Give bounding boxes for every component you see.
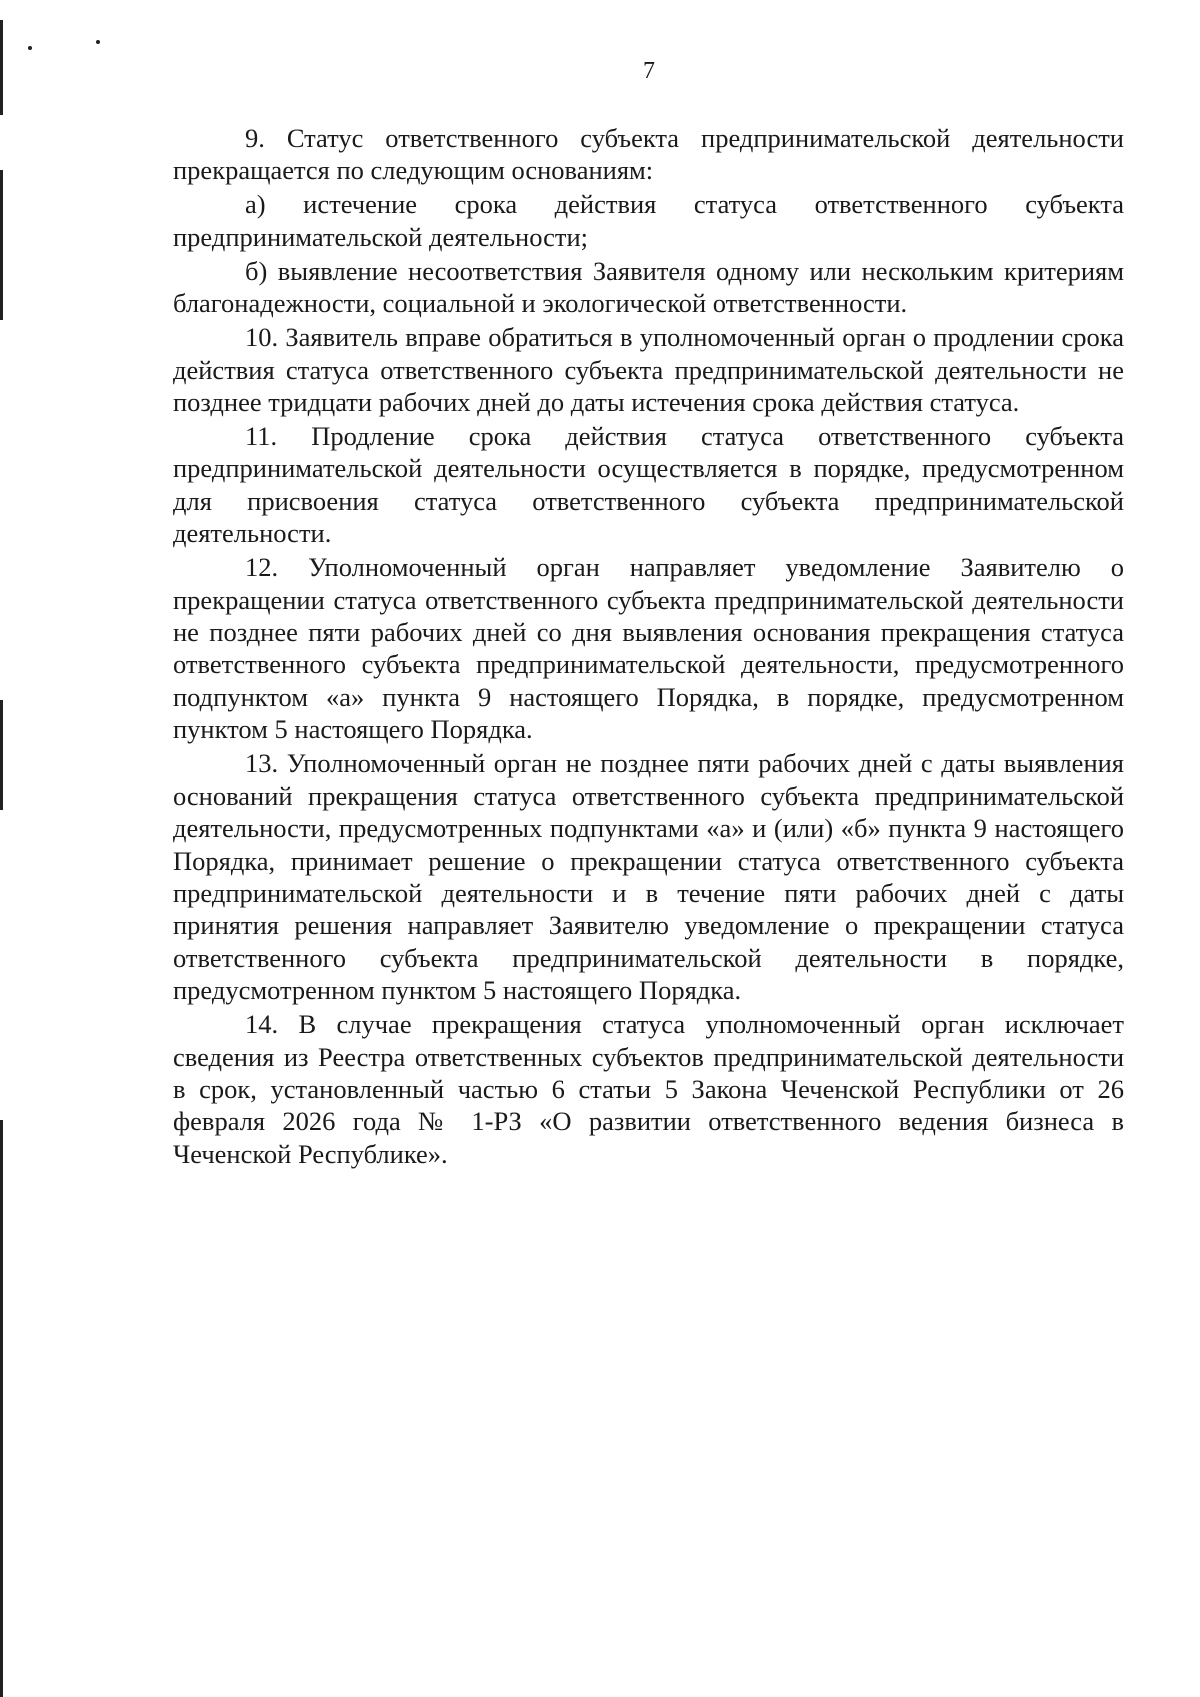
subitem-b: б) выявление несоответствия Заявителя одному или нескольким критериям благонадежности, социальной и экологической ответственности. [173, 255, 1124, 319]
scan-edge-mark [0, 700, 3, 810]
paragraph-14: 14. В случае прекращения статуса уполномоченный орган исключает сведения из Реестра ответственных субъектов предпринимательской деятельности в срок, установленный частью 6 статьи 5 Закона Чеченской Республики от 26 февраля 2026 года № 1-РЗ «О развитии ответственного ведения бизнеса в Чеченской Республике». [173, 1009, 1124, 1169]
scan-dot [28, 46, 32, 50]
scan-edge-mark [0, 1120, 3, 1697]
paragraph-10: 10. Заявитель вправе обратиться в уполномоченный орган о продлении срока действия статуса ответственного субъекта предпринимательской деятельности не позднее тридцати рабочих дней до даты истечения срока действия статуса. [173, 322, 1124, 418]
scan-edge-mark [0, 170, 3, 320]
paragraph-12: 12. Уполномоченный орган направляет уведомление Заявителю о прекращении статуса ответственного субъекта предпринимательской деятельности не позднее пяти рабочих дней со дня выявления основания прекращения статуса ответственного субъекта предпринимательской деятельности, предусмотренного подпунктом «а» пункта 9 настоящего Порядка, в порядке, предусмотренном пунктом 5 настоящего Порядка. [173, 552, 1124, 745]
paragraph-9: 9. Статус ответственного субъекта предпринимательской деятельности прекращается по следующим основаниям: [173, 123, 1124, 186]
page-number: 7 [643, 58, 655, 84]
subitem-a: а) истечение срока действия статуса ответственного субъекта предпринимательской деятельности; [173, 189, 1124, 252]
scan-dot [96, 40, 100, 44]
paragraph-11: 11. Продление срока действия статуса ответственного субъекта предпринимательской деятельности осуществляется в порядке, предусмотренном для присвоения статуса ответственного субъекта предпринимательской деятельности. [173, 421, 1124, 549]
paragraph-13: 13. Уполномоченный орган не позднее пяти рабочих дней с даты выявления оснований прекращения статуса ответственного субъекта предпринимательской деятельности, предусмотренных подпунктами «а» и (или) «б» пункта 9 настоящего Порядка, принимает решение о прекращении статуса ответственного субъекта предпринимательской деятельности и в течение пяти рабочих дней с даты принятия решения направляет Заявителю уведомление о прекращении статуса ответственного субъекта предпринимательской деятельности в порядке, предусмотренном пунктом 5 настоящего Порядка. [173, 748, 1124, 1006]
document-body [173, 122, 1124, 1172]
